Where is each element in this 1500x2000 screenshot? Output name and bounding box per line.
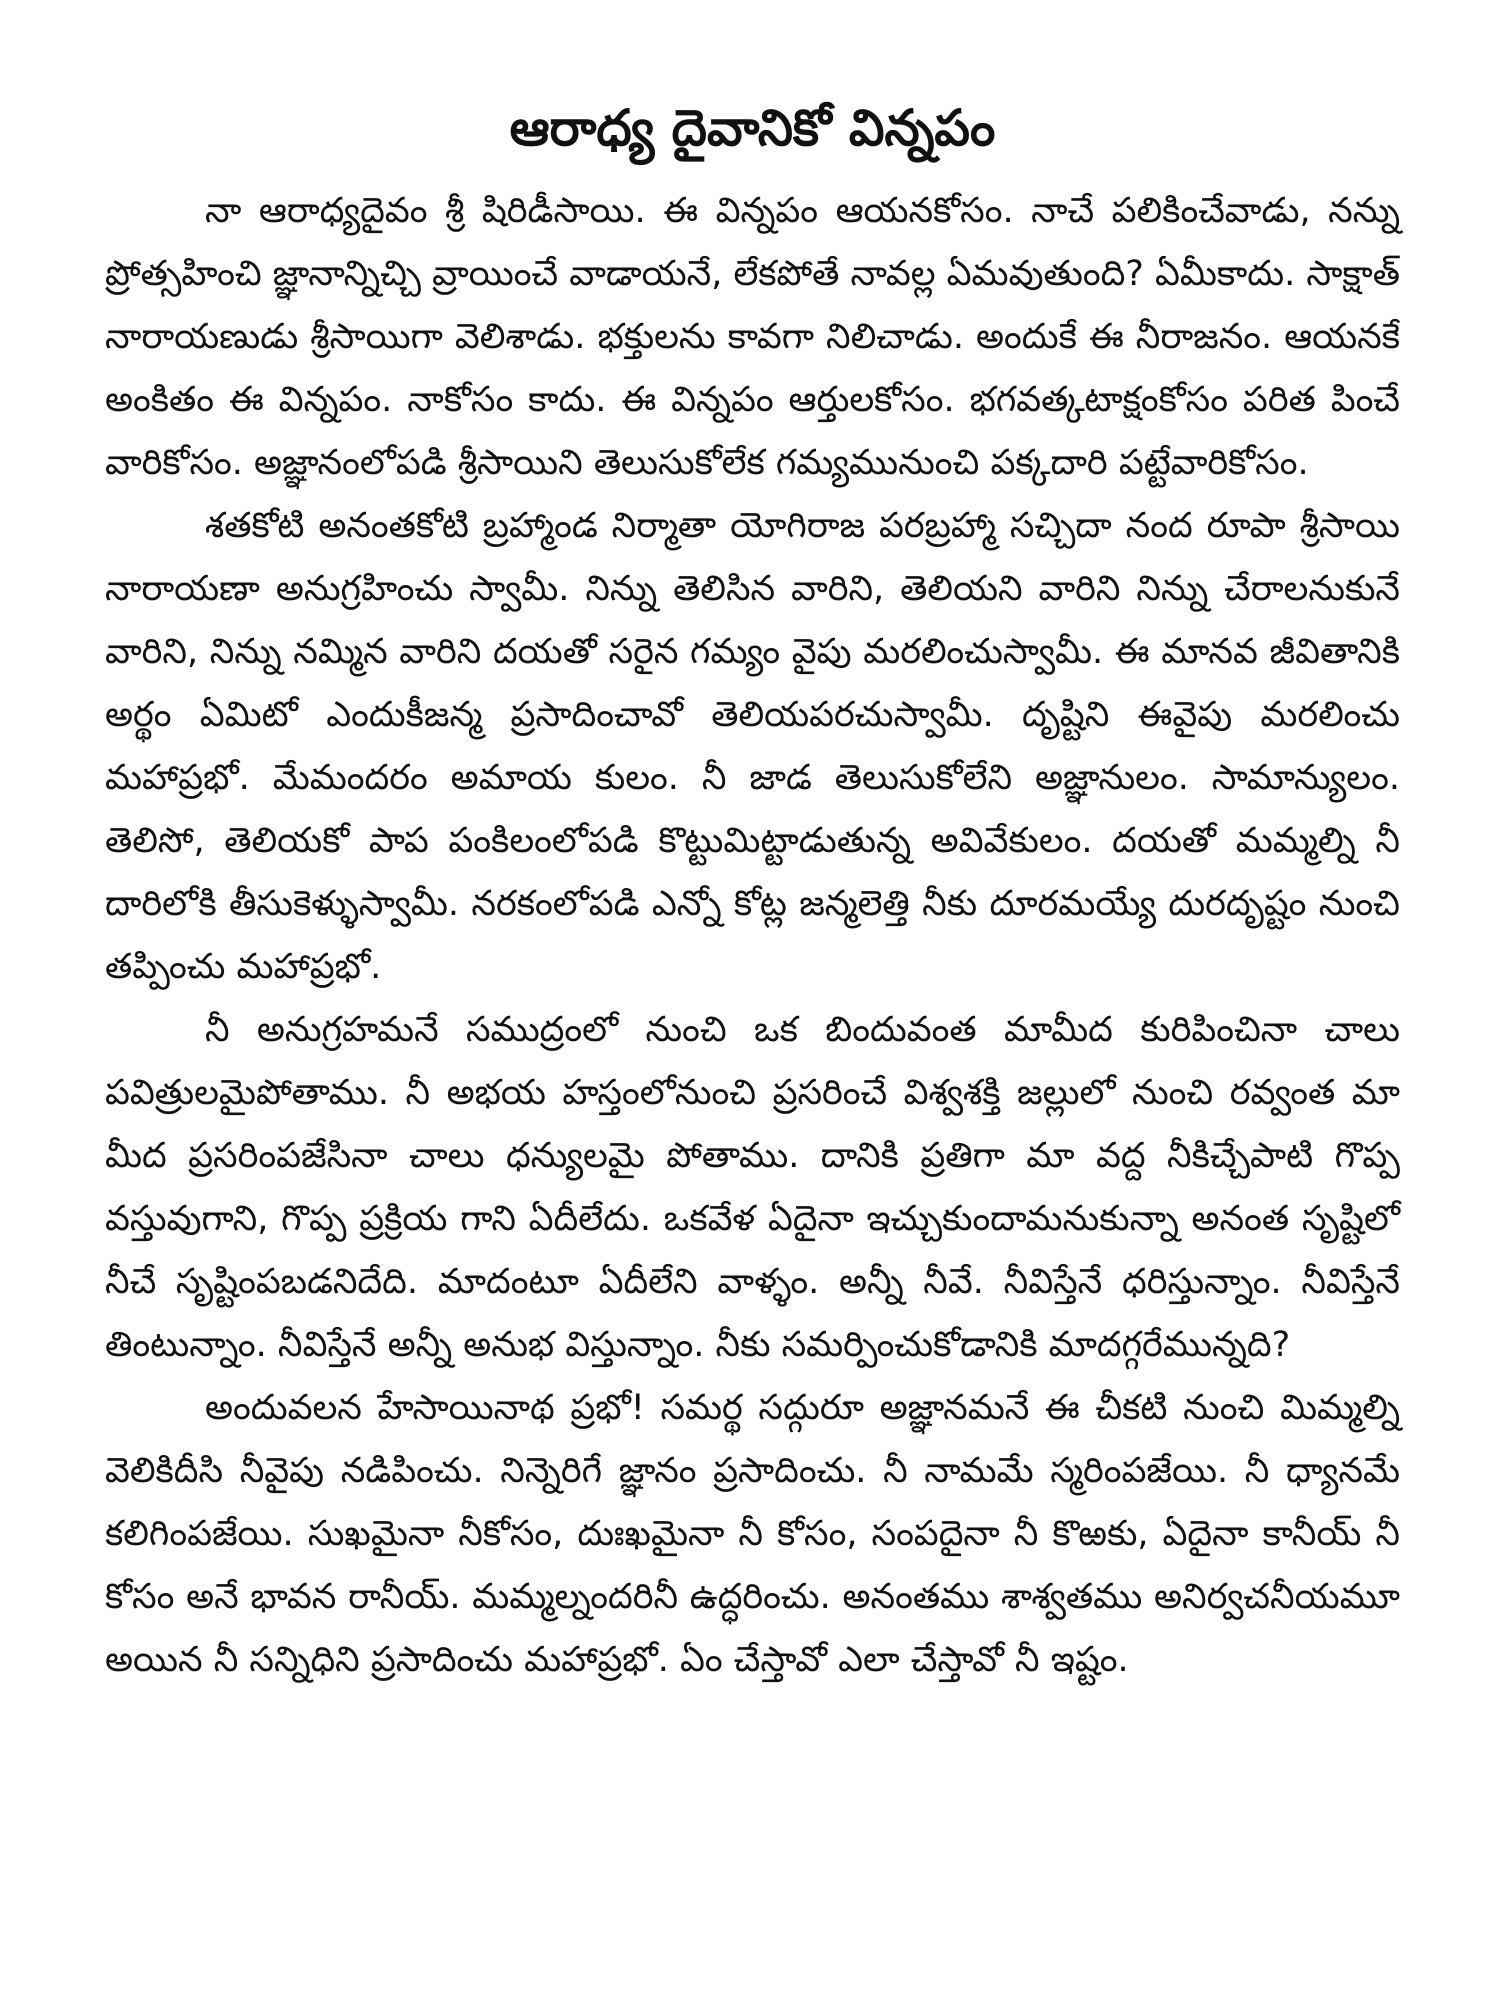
- paragraph-2: శతకోటి అనంతకోటి బ్రహ్మాండ నిర్మాతా యోగిరాజ పరబ్రహ్మా సచ్చిదా నంద రూపా శ్రీసాయి నారాయణా అనుగ్రహించు స్వామీ. నిన్ను తెలిసిన వారిని, తెలియని వారిని నిన్ను చేరాలనుకునే వారిని, నిన్ను నమ్మిన వారిని దయతో సరైన గమ్యం వైపు మరలించుస్వామీ. ఈ మానవ జీవితానికి అర్థం ఏమిటో ఎందుకీజన్మ ప్రసాదించావో తెలియపరచుస్వామీ. దృష్టిని ఈవైపు మరలించు మహాప్రభో. మేమందరం అమాయ కులం. నీ జాడ తెలుసుకోలేని అజ్ఞానులం. సామాన్యులం. తెలిసో, తెలియకో పాప పంకిలంలోపడి కొట్టుమిట్టాడుతున్న అవివేకులం. దయతో మమ్మల్ని నీ దారిలోకి తీసుకెళ్ళుస్వామీ. నరకంలోపడి ఎన్నో కోట్ల జన్మలెత్తి నీకు దూరమయ్యే దురదృష్టం నుంచి తప్పించు మహాప్రభో.: [105, 506, 1400, 987]
- paragraph-3: నీ అనుగ్రహమనే సముద్రంలో నుంచి ఒక బిందువంత మామీద కురిపించినా చాలు పవిత్రులమైపోతాము. నీ అభయ హస్తంలోనుంచి ప్రసరించే విశ్వశక్తి జల్లులో నుంచి రవ్వంత మా మీద ప్రసరింపజేసినా చాలు ధన్యులమై పోతాము. దానికి ప్రతిగా మా వద్ద నీకిచ్చేపాటి గొప్ప వస్తువుగాని, గొప్ప ప్రక్రియ గాని ఏదీలేదు. ఒకవేళ ఏదైనా ఇచ్చుకుందామనుకున్నా అనంత సృష్టిలో నీచే సృష్టింపబడనిదేది. మాదంటూ ఏదీలేని వాళ్ళం. అన్నీ నీవే. నీవిస్తేనే ధరిస్తున్నాం. నీవిస్తేనే తింటున్నాం. నీవిస్తేనే అన్నీ అనుభ విస్తున్నాం. నీకు సమర్పించుకోడానికి మాదగ్గరేమున్నది?: [105, 1010, 1400, 1365]
- paragraph-1: నా ఆరాధ్యదైవం శ్రీ షిరిడీసాయి. ఈ విన్నపం ఆయనకోసం. నాచే పలికించేవాడు, నన్ను ప్రోత్సహించి జ్ఞానాన్నిచ్చి వ్రాయించే వాడాయనే, లేకపోతే నావల్ల ఏమవుతుంది? ఏమీకాదు. సాక్షాత్ నారాయణుడు శ్రీసాయిగా వెలిశాడు. భక్తులను కావగా నిలిచాడు. అందుకే ఈ నీరాజనం. ఆయనకే అంకితం ఈ విన్నపం. నాకోసం కాదు. ఈ విన్నపం ఆర్తులకోసం. భగవత్కటాక్షంకోసం పరిత పించే వారికోసం. అజ్ఞానంలోపడి శ్రీసాయిని తెలుసుకోలేక గమ్యమునుంచి పక్కదారి పట్టేవారికోసం.: [105, 191, 1400, 483]
- paragraph-4: అందువలన హేసాయినాథ ప్రభో! సమర్థ సద్గురూ అజ్ఞానమనే ఈ చీకటి నుంచి మిమ్మల్ని వెలికిదీసి నీవైపు నడిపించు. నిన్నెరిగే జ్ఞానం ప్రసాదించు. నీ నామమే స్మరింపజేయి. నీ ధ్యానమే కలిగింపజేయి. సుఖమైనా నీకోసం, దుఃఖమైనా నీ కోసం, సంపదైనా నీ కొఱకు, ఏదైనా కానీయ్ నీ కోసం అనే భావన రానీయ్. మమ్మల్నందరినీ ఉద్ధరించు. అనంతము శాశ్వతము అనిర్వచనీయమూ అయిన నీ సన్నిధిని ప్రసాదించు మహాప్రభో. ఏం చేస్తావో ఎలా చేస్తావో నీ ఇష్టం.: [105, 1388, 1400, 1680]
- document-page: [105, 88, 1400, 1692]
- page-title: ఆరాధ్య దైవానికో విన్నపం: [509, 99, 996, 157]
